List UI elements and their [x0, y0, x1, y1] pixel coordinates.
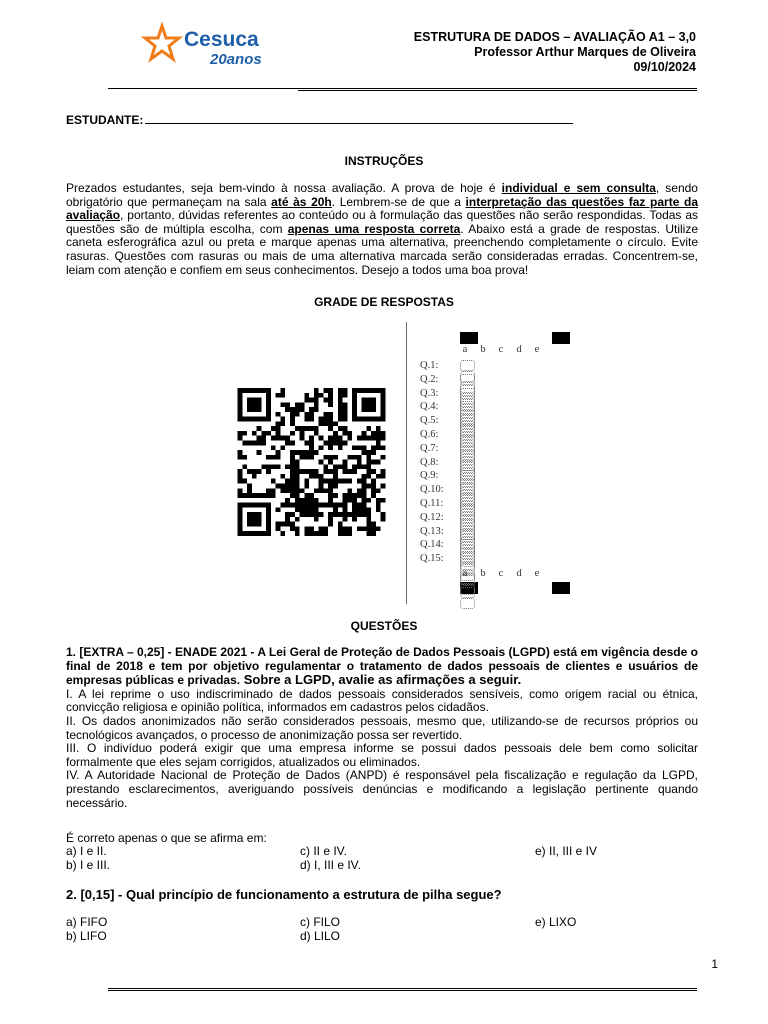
- answer-bubble[interactable]: [460, 539, 475, 550]
- option-d[interactable]: d) I, III e IV.: [300, 858, 361, 872]
- footer-divider: [108, 988, 697, 992]
- question-1-stem: 1. [EXTRA – 0,25] - ENADE 2021 - A Lei Geral de Proteção de Dados Pessoais (LGPD) está em vigência desde o final de 2018 e tem por objetivo regulamentar o tratamento de dados pessoais de clientes e usuários de empresas públicas e privadas. Sobre a LGPD, avalie as afirmações a seguir.: [66, 645, 698, 688]
- option-a[interactable]: a) I e II.: [66, 844, 107, 858]
- alignment-marker: [552, 332, 570, 344]
- question-1: [66, 646, 698, 810]
- grid-question-label: Q.10:: [420, 484, 444, 496]
- logo-tag: 20anos: [210, 51, 262, 68]
- question-1-options-col3: [535, 844, 597, 858]
- grid-column-label: c: [498, 344, 504, 355]
- answer-bubble[interactable]: [460, 429, 475, 440]
- option-d[interactable]: d) LILO: [300, 929, 341, 943]
- grid-column-label: e: [534, 568, 540, 579]
- course-line: ESTRUTURA DE DADOS – AVALIAÇÃO A1 – 3,0: [413, 30, 696, 44]
- statement-1: I. A lei reprime o uso indiscriminado de dados pessoais considerados sensíveis, como origem racial ou étnica, convicção religiosa e opinião política, informados em cadastros pelos cidadãos.: [66, 686, 698, 715]
- instructions-title: INSTRUÇÕES: [344, 154, 424, 168]
- instructions-text: Prezados estudantes, seja bem-vindo à nossa avaliação. A prova de hoje é individual e sem consulta, sendo obrigatório que permaneçam na sala até às 20h. Lembrem-se de que a interpretação das questões faz parte da avaliação, portanto, dúvidas referentes ao conteúdo ou à formulação das questões não serão respondidas. Todas as questões são de múltipla escolha, com apenas uma resposta correta. Abaixo está a grade de respostas. Utilize caneta esferográfica azul ou preta e marque apenas uma alternativa, preenchendo completamente o círculo. Evite rasuras. Questões com rasuras ou mais de uma alternativa marcada serão consideradas erradas. Concentrem-se, leiam com atenção e confiem em seus conhecimentos. Desejo a todos uma boa prova!: [66, 181, 698, 277]
- grid-column-label: b: [480, 568, 486, 579]
- option-a[interactable]: a) FIFO: [66, 915, 108, 929]
- logo-name: Cesuca: [184, 28, 259, 51]
- option-c[interactable]: c) II e IV.: [300, 844, 347, 858]
- answer-bubble[interactable]: [460, 526, 475, 537]
- grid-separator: [406, 322, 407, 604]
- grid-column-label: c: [498, 568, 504, 579]
- option-e[interactable]: e) LIXO: [535, 915, 577, 929]
- answer-bubble[interactable]: [460, 587, 475, 598]
- grid-question-label: Q.7:: [420, 442, 439, 454]
- grid-question-label: Q.14:: [420, 539, 444, 551]
- grid-question-label: Q.9:: [420, 470, 439, 482]
- alignment-marker: [460, 332, 478, 344]
- grid-column-header: [456, 568, 546, 579]
- qr-code: [234, 388, 389, 536]
- grid-question-label: Q.12:: [420, 511, 444, 523]
- grid-question-label: Q.8:: [420, 456, 439, 468]
- grid-column-label: b: [480, 344, 486, 355]
- grid-question-label: Q.3:: [420, 387, 439, 399]
- header-divider-long: [298, 88, 697, 92]
- grid-row: [460, 553, 479, 608]
- statement-3: III. O indivíduo poderá exigir que uma empresa informe se possui dados pessoais dele bem como solicitar formalmente que eles sejam corrigidos, atualizados ou eliminados.: [66, 741, 698, 769]
- cesuca-logo: [140, 20, 270, 70]
- exam-date: 09/10/2024: [633, 60, 696, 74]
- page-number: 1: [711, 957, 718, 971]
- question-2-options-col2: [300, 915, 340, 943]
- question-1-prompt: É correto apenas o que se afirma em:: [66, 831, 267, 845]
- answer-bubble[interactable]: [460, 598, 475, 609]
- star-icon: [145, 26, 179, 59]
- grid-question-label: Q.13:: [420, 525, 444, 537]
- student-label: ESTUDANTE:: [66, 113, 144, 127]
- answer-bubble[interactable]: [460, 415, 475, 426]
- question-1-options-col2: [300, 844, 361, 872]
- grid-column-label: a: [462, 568, 468, 579]
- statement-2: II. Os dados anonimizados não serão considerados pessoais, mesmo que, utilizando-se de recursos próprios ou tecnológicos avançados, o processo de anonimização possa ser revertido.: [66, 713, 698, 742]
- grid-column-header: [456, 344, 546, 355]
- answer-bubble[interactable]: [460, 360, 475, 371]
- question-2-options-col1: [66, 915, 107, 943]
- grid-question-label: Q.5:: [420, 415, 439, 427]
- grid-question-label: Q.6:: [420, 429, 439, 440]
- question-1-options-col1: [66, 844, 110, 872]
- answer-bubble[interactable]: [460, 401, 475, 412]
- grid-column-label: e: [534, 344, 540, 355]
- answer-bubble[interactable]: [460, 553, 475, 564]
- questions-title: QUESTÕES: [350, 619, 418, 633]
- option-b[interactable]: b) I e III.: [66, 858, 111, 872]
- header-divider-short: [108, 88, 298, 89]
- question-2-title: 2. [0,15] - Qual princípio de funcionamento a estrutura de pilha segue?: [66, 887, 502, 902]
- grid-question-label: Q.11:: [420, 498, 444, 509]
- grid-column-label: d: [516, 344, 522, 355]
- answer-bubble[interactable]: [460, 470, 475, 481]
- answer-bubble[interactable]: [460, 443, 475, 454]
- alignment-marker: [552, 582, 570, 594]
- grid-column-label: a: [462, 344, 468, 355]
- answer-bubble[interactable]: [460, 512, 475, 523]
- answer-bubble[interactable]: [460, 374, 475, 385]
- answer-bubble[interactable]: [460, 457, 475, 468]
- option-b[interactable]: b) LIFO: [66, 929, 107, 943]
- grid-column-label: d: [516, 568, 522, 579]
- answer-bubble[interactable]: [460, 498, 475, 509]
- grid-question-label: Q.1:: [420, 360, 439, 371]
- question-2-options-col3: [535, 915, 576, 929]
- statement-4: IV. A Autoridade Nacional de Proteção de Dados (ANPD) é responsável pela fiscalização e regulação da LGPD, prestando esclarecimentos, averiguando possíveis denúncias e modificando a legislação pertinente quando necessário.: [66, 768, 698, 810]
- answer-bubble[interactable]: [460, 388, 475, 399]
- answer-bubble[interactable]: [460, 484, 475, 495]
- grid-question-label: Q.15:: [420, 553, 444, 565]
- option-e[interactable]: e) II, III e IV: [535, 844, 598, 858]
- answer-grid-title: GRADE DE RESPOSTAS: [314, 295, 454, 309]
- grid-question-label: Q.4:: [420, 401, 439, 413]
- grid-question-label: Q.2:: [420, 373, 439, 385]
- student-field: [66, 113, 573, 127]
- option-c[interactable]: c) FILO: [300, 915, 341, 929]
- student-name-line[interactable]: [145, 113, 573, 124]
- professor-line: Professor Arthur Marques de Oliveira: [474, 45, 696, 59]
- exam-header: [414, 30, 696, 75]
